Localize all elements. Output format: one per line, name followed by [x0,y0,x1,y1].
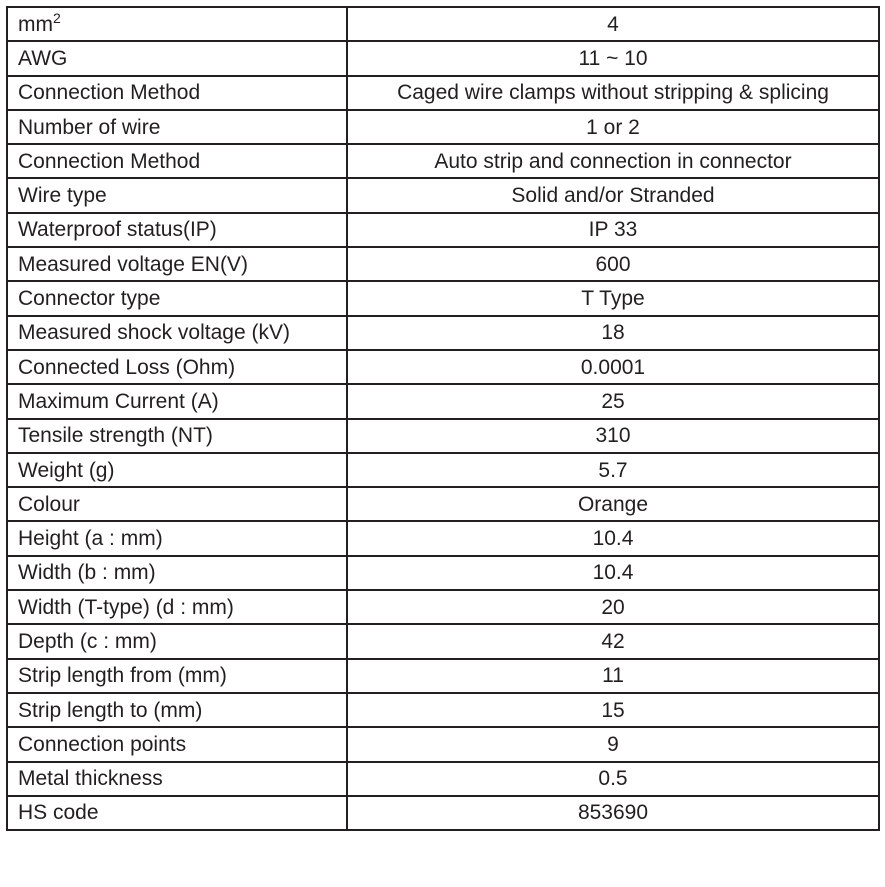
table-row [7,7,879,41]
row-label: Connector type [7,281,347,315]
table-row [7,110,879,144]
table-row [7,590,879,624]
table-row [7,796,879,830]
table-row [7,453,879,487]
row-label: Strip length from (mm) [7,659,347,693]
row-value: 20 [347,590,879,624]
row-value: 4 [347,7,879,41]
spec-table [6,6,880,831]
table-row [7,487,879,521]
table-row [7,213,879,247]
row-value: 42 [347,624,879,658]
row-value: IP 33 [347,213,879,247]
row-value: 18 [347,316,879,350]
row-label: Tensile strength (NT) [7,419,347,453]
row-label: Measured voltage EN(V) [7,247,347,281]
row-value: 11 ~ 10 [347,41,879,75]
spec-table-body [7,7,879,830]
row-label: Strip length to (mm) [7,693,347,727]
row-label: HS code [7,796,347,830]
row-label: Number of wire [7,110,347,144]
row-label: Connection points [7,727,347,761]
table-row [7,384,879,418]
row-value: 9 [347,727,879,761]
row-value: Caged wire clamps without stripping & splicing [347,76,879,110]
row-value: 5.7 [347,453,879,487]
table-row [7,624,879,658]
table-row [7,727,879,761]
table-row [7,247,879,281]
row-label: Measured shock voltage (kV) [7,316,347,350]
table-row [7,316,879,350]
row-value: 853690 [347,796,879,830]
row-value: 0.0001 [347,350,879,384]
row-label: Connected Loss (Ohm) [7,350,347,384]
row-label: Colour [7,487,347,521]
row-label-superscript: 2 [53,9,61,26]
table-row [7,350,879,384]
table-row [7,281,879,315]
row-value: Orange [347,487,879,521]
row-value: 0.5 [347,762,879,796]
row-label: Waterproof status(IP) [7,213,347,247]
row-label [7,7,347,41]
row-label: Width (b : mm) [7,556,347,590]
table-row [7,144,879,178]
row-label: Weight (g) [7,453,347,487]
row-value: Solid and/or Stranded [347,178,879,212]
row-value: 10.4 [347,521,879,555]
row-value: 11 [347,659,879,693]
table-row [7,762,879,796]
row-label: Metal thickness [7,762,347,796]
table-row [7,693,879,727]
row-value: 600 [347,247,879,281]
table-row [7,76,879,110]
row-label: Wire type [7,178,347,212]
row-label: Depth (c : mm) [7,624,347,658]
row-label: Maximum Current (A) [7,384,347,418]
row-value: 1 or 2 [347,110,879,144]
row-label: AWG [7,41,347,75]
row-label: Connection Method [7,144,347,178]
row-value: 25 [347,384,879,418]
row-label: Height (a : mm) [7,521,347,555]
row-value: 10.4 [347,556,879,590]
row-label: Connection Method [7,76,347,110]
table-row [7,521,879,555]
table-row [7,659,879,693]
row-value: 15 [347,693,879,727]
row-value: T Type [347,281,879,315]
row-label: Width (T-type) (d : mm) [7,590,347,624]
table-row [7,41,879,75]
table-row [7,556,879,590]
table-row [7,178,879,212]
table-row [7,419,879,453]
row-value: Auto strip and connection in connector [347,144,879,178]
row-label-text: mm [18,12,53,36]
row-value: 310 [347,419,879,453]
